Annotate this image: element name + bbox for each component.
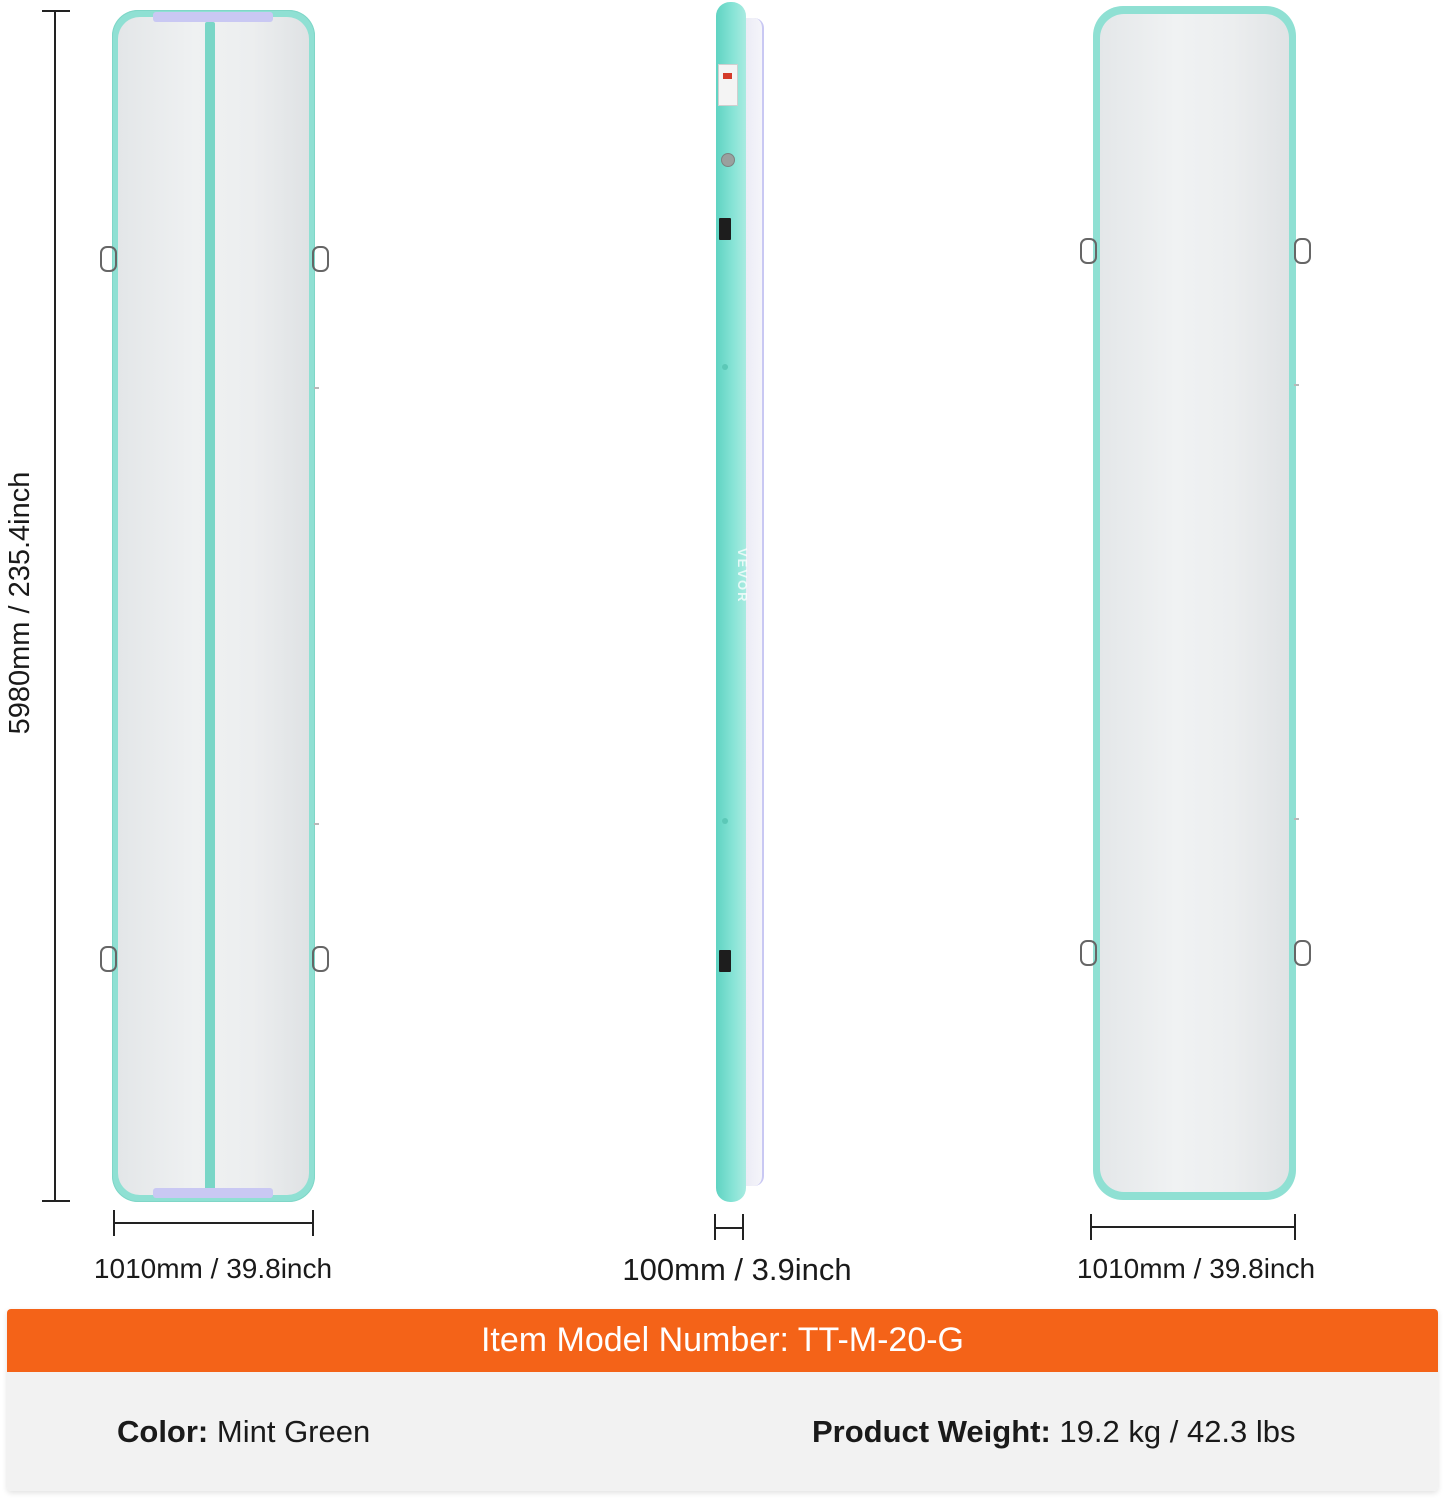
- thickness-label: 100mm / 3.9inch: [622, 1252, 852, 1287]
- length-dimension-label: 5980mm / 235.4inch: [4, 471, 36, 735]
- left-carry-handle-top: [1080, 238, 1097, 264]
- length-dimension-line: [54, 10, 56, 1202]
- center-guide-stripe: [205, 22, 215, 1192]
- left-carry-handle-bottom: [1080, 940, 1097, 966]
- side-loop: [722, 818, 728, 824]
- color-spec: [117, 1372, 370, 1491]
- weight-spec: [812, 1372, 1296, 1491]
- right-carry-handle-bottom: [1294, 940, 1311, 966]
- right-carry-handle-top: [312, 246, 329, 272]
- length-dimension-cap-top: [42, 10, 70, 12]
- product-info-panel: [7, 1309, 1438, 1491]
- side-loop: [1294, 818, 1299, 820]
- brand-tag: [719, 218, 731, 240]
- right-carry-handle-top: [1294, 238, 1311, 264]
- right-carry-handle-bottom: [312, 946, 329, 972]
- thickness-cap-right: [742, 1214, 744, 1240]
- brand-logo: VEVOR: [735, 548, 750, 604]
- bottom-end-patch: [153, 1188, 273, 1198]
- front-width-dimension-line: [114, 1222, 314, 1224]
- thickness-cap-left: [714, 1214, 716, 1240]
- color-spec-label: Color:: [117, 1414, 209, 1449]
- side-loop: [314, 387, 319, 389]
- front-width-label: 1010mm / 39.8inch: [93, 1253, 333, 1284]
- side-loop: [1294, 384, 1299, 386]
- weight-spec-value: 19.2 kg / 42.3 lbs: [1059, 1414, 1296, 1449]
- side-loop: [314, 823, 319, 825]
- side-loop: [722, 364, 728, 370]
- product-label: [718, 64, 738, 106]
- air-valve-icon: [721, 153, 735, 167]
- back-width-cap-right: [1294, 1214, 1296, 1240]
- front-width-cap-right: [312, 1210, 314, 1236]
- weight-spec-label: Product Weight:: [812, 1414, 1051, 1449]
- back-view-mat: [1093, 6, 1296, 1200]
- color-spec-value: Mint Green: [216, 1414, 371, 1449]
- left-carry-handle-top: [100, 246, 117, 272]
- back-width-label: 1010mm / 39.8inch: [1076, 1253, 1316, 1284]
- length-dimension-cap-bottom: [42, 1200, 70, 1202]
- front-width-cap-left: [113, 1210, 115, 1236]
- back-width-cap-left: [1090, 1214, 1092, 1240]
- back-width-dimension-line: [1091, 1226, 1296, 1228]
- model-number-bar: Item Model Number: TT-M-20-G: [7, 1309, 1438, 1372]
- thickness-dimension-line: [715, 1227, 744, 1229]
- top-end-patch: [153, 12, 273, 22]
- spec-row: [7, 1372, 1438, 1491]
- brand-tag: [719, 950, 731, 972]
- left-carry-handle-bottom: [100, 946, 117, 972]
